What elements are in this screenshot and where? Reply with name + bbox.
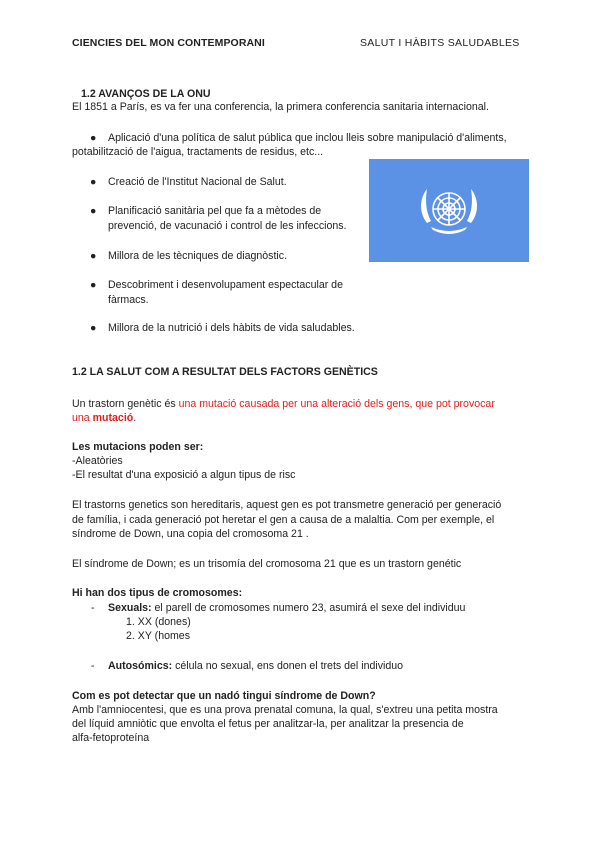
- bullet-policy-line-2: potabilització de l'aigua, tractaments de residus, etc...: [72, 146, 324, 158]
- definition-prefix: Un trastorn genètic és: [72, 398, 179, 410]
- autosomal-chromosomes-item: [108, 659, 403, 674]
- sexual-text: el parell de cromosomes numero 23, asumirá el sexe del individuu: [151, 602, 466, 614]
- numbered-item-2: 2. XY (homes: [126, 630, 190, 642]
- definition-keyword: mutació: [92, 412, 134, 424]
- sexual-label: Sexuals:: [108, 602, 152, 614]
- autosomal-text: célula no sexual, ens donen el trets del individuo: [172, 660, 404, 672]
- chromosomes-title: Hi han dos tipus de cromosomes:: [72, 587, 243, 599]
- bullet-dot: ●: [90, 205, 97, 217]
- list-dash: -: [91, 660, 95, 672]
- header-course-title: CIENCIES DEL MON CONTEMPORANI: [72, 37, 265, 49]
- numbered-item-1: 1. XX (dones): [126, 616, 191, 628]
- bullet-text: Planificació sanitària pel que fa a mètodes de: [108, 205, 322, 217]
- un-flag-image: [369, 159, 529, 262]
- bullet-dot: ●: [90, 176, 97, 188]
- bullet-dot: ●: [90, 250, 97, 262]
- detection-line-1: Amb l'amniocentesi, que es una prova prenatal comuna, la qual, s'extreu una petita mostra: [72, 704, 498, 716]
- mutations-title: Les mutacions poden ser:: [72, 441, 204, 453]
- list-dash: -: [91, 602, 95, 614]
- mutation-type-2: -El resultat d'una exposició a algun tipus de risc: [72, 469, 296, 481]
- definition-highlight-2: una: [72, 412, 93, 424]
- section-1-title: 1.2 AVANÇOS DE LA ONU: [81, 88, 211, 100]
- bullet-text: Millora de la nutrició i dels hàbits de vida saludables.: [108, 322, 355, 334]
- section-2-title: 1.2 LA SALUT COM A RESULTAT DELS FACTORS GENÈTICS: [72, 366, 378, 378]
- autosomal-label: Autosómics:: [108, 660, 173, 672]
- sexual-chromosomes-item: [108, 601, 465, 616]
- definition-line-2: [72, 411, 136, 426]
- detection-line-3: alfa-fetoproteína: [72, 732, 150, 744]
- hereditary-para-line-2: de família, i cada generació pot heretar el gen a causa de a malaltia. Com per exemple, el: [72, 514, 495, 526]
- mutation-type-1: -Aleatòries: [72, 455, 123, 467]
- definition-highlight: una mutació causada per una alteració dels gens, que pot provocar: [178, 398, 495, 410]
- bullet-text-line-2: fàrmacs.: [108, 294, 149, 306]
- bullet-dot: ●: [90, 279, 97, 291]
- definition-end: .: [133, 412, 137, 424]
- bullet-dot: ●: [90, 322, 97, 334]
- bullet-text-line-2: prevenció, de vacunació i control de les infeccions.: [108, 220, 347, 232]
- bullet-text: Descobriment i desenvolupament espectacular de: [108, 279, 343, 291]
- hereditary-para-line-3: síndrome de Down, una copia del cromosoma 21 .: [72, 528, 309, 540]
- un-emblem-icon: [369, 159, 529, 262]
- header-topic-title: SALUT I HÀBITS SALUDABLES: [360, 37, 520, 49]
- section-1-intro: El 1851 a París, es va fer una conferencia, la primera conferencia sanitaria internacional.: [72, 101, 489, 113]
- bullet-policy-line-1: Aplicació d'una política de salut pública que inclou lleis sobre manipulació d'aliments,: [108, 132, 507, 144]
- bullet-text: Creació de l'Institut Nacional de Salut.: [108, 176, 287, 188]
- bullet-text: Millora de les tècniques de diagnòstic.: [108, 250, 288, 262]
- hereditary-para-line-1: El trastorns genetics son hereditaris, aquest gen es pot transmetre generació per generació: [72, 499, 502, 511]
- bullet-dot: ●: [90, 132, 97, 144]
- detection-line-2: del líquid amniòtic que envolta el fetus per analitzar-la, per analitzar la presencia de: [72, 718, 464, 730]
- down-syndrome-para: El síndrome de Down; es un trisomía del cromosoma 21 que es un trastorn genétic: [72, 558, 462, 570]
- detection-title: Com es pot detectar que un nadó tingui síndrome de Down?: [72, 690, 376, 702]
- definition-line-1: [72, 397, 495, 412]
